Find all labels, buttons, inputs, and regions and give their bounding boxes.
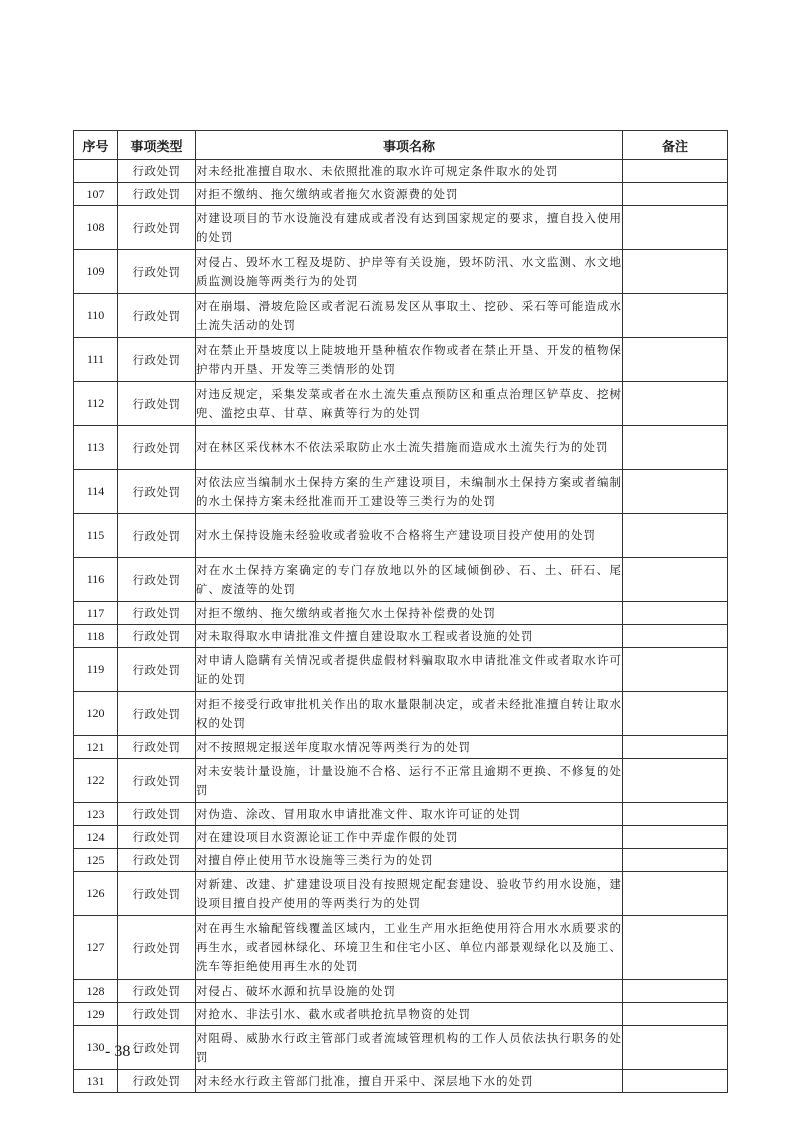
items-table: [73, 130, 728, 1093]
serial-number-cell: 125: [74, 849, 118, 872]
remarks-cell: [623, 1026, 728, 1070]
serial-number-cell: 111: [74, 338, 118, 382]
item-name-cell: 对伪造、涂改、冒用取水申请批准文件、取水许可证的处罚: [196, 803, 623, 826]
item-type-cell: 行政处罚: [118, 916, 196, 980]
item-name-cell: 对在水土保持方案确定的专门存放地以外的区域倾倒砂、石、土、矸石、尾矿、废渣等的处罚: [196, 558, 623, 602]
item-name-cell: 对在再生水输配管线覆盖区域内，工业生产用水拒绝使用符合用水水质要求的再生水，或者园林绿化、环境卫生和住宅小区、单位内部景观绿化以及施工、洗车等拒绝使用再生水的处罚: [196, 916, 623, 980]
remarks-cell: [623, 470, 728, 514]
item-name-cell: 对违反规定，采集发菜或者在水土流失重点预防区和重点治理区铲草皮、挖树兜、滥挖虫草、甘草、麻黄等行为的处罚: [196, 382, 623, 426]
item-name-cell: 对拒不接受行政审批机关作出的取水量限制决定，或者未经批准擅自转让取水权的处罚: [196, 692, 623, 736]
serial-number-cell: 119: [74, 648, 118, 692]
table-body: [74, 160, 728, 1093]
serial-number-cell: 124: [74, 826, 118, 849]
serial-number-cell: 123: [74, 803, 118, 826]
remarks-cell: [623, 625, 728, 648]
remarks-cell: [623, 558, 728, 602]
item-name-cell: 对在禁止开垦坡度以上陡坡地开垦种植农作物或者在禁止开垦、开发的植物保护带内开垦、开发等三类情形的处罚: [196, 338, 623, 382]
header-serial-number: 序号: [74, 131, 118, 160]
serial-number-cell: 122: [74, 759, 118, 803]
header-item-type: 事项类型: [118, 131, 196, 160]
item-name-cell: 对擅自停止使用节水设施等三类行为的处罚: [196, 849, 623, 872]
remarks-cell: [623, 916, 728, 980]
remarks-cell: [623, 602, 728, 625]
table-row: [74, 826, 728, 849]
serial-number-cell: 114: [74, 470, 118, 514]
item-name-cell: 对水土保持设施未经验收或者验收不合格将生产建设项目投产使用的处罚: [196, 514, 623, 558]
item-type-cell: 行政处罚: [118, 183, 196, 206]
table-row: [74, 1026, 728, 1070]
serial-number-cell: 131: [74, 1070, 118, 1093]
item-type-cell: 行政处罚: [118, 602, 196, 625]
serial-number-cell: 118: [74, 625, 118, 648]
table-header-row: [74, 131, 728, 160]
serial-number-cell: 115: [74, 514, 118, 558]
item-name-cell: 对侵占、破坏水源和抗旱设施的处罚: [196, 980, 623, 1003]
item-type-cell: 行政处罚: [118, 294, 196, 338]
remarks-cell: [623, 206, 728, 250]
item-type-cell: 行政处罚: [118, 1003, 196, 1026]
item-type-cell: 行政处罚: [118, 338, 196, 382]
item-name-cell: 对阻碍、威胁水行政主管部门或者流域管理机构的工作人员依法执行职务的处罚: [196, 1026, 623, 1070]
item-name-cell: 对新建、改建、扩建建设项目没有按照规定配套建设、验收节约用水设施，建设项目擅自投产使用的等两类行为的处罚: [196, 872, 623, 916]
item-type-cell: 行政处罚: [118, 558, 196, 602]
item-type-cell: 行政处罚: [118, 803, 196, 826]
table-row: [74, 1070, 728, 1093]
item-name-cell: 对未经水行政主管部门批准，擅自开采中、深层地下水的处罚: [196, 1070, 623, 1093]
item-name-cell: 对未经批准擅自取水、未依照批准的取水许可规定条件取水的处罚: [196, 160, 623, 183]
header-remarks: 备注: [623, 131, 728, 160]
table-row: [74, 382, 728, 426]
item-type-cell: 行政处罚: [118, 826, 196, 849]
item-name-cell: 对未取得取水申请批准文件擅自建设取水工程或者设施的处罚: [196, 625, 623, 648]
remarks-cell: [623, 872, 728, 916]
table-row: [74, 183, 728, 206]
table-row: [74, 160, 728, 183]
table-row: [74, 980, 728, 1003]
item-type-cell: 行政处罚: [118, 736, 196, 759]
remarks-cell: [623, 160, 728, 183]
serial-number-cell: 129: [74, 1003, 118, 1026]
item-type-cell: 行政处罚: [118, 692, 196, 736]
remarks-cell: [623, 849, 728, 872]
remarks-cell: [623, 980, 728, 1003]
item-type-cell: 行政处罚: [118, 426, 196, 470]
table-row: [74, 916, 728, 980]
item-name-cell: 对拒不缴纳、拖欠缴纳或者拖欠水土保持补偿费的处罚: [196, 602, 623, 625]
table-row: [74, 470, 728, 514]
serial-number-cell: 116: [74, 558, 118, 602]
item-type-cell: 行政处罚: [118, 872, 196, 916]
item-type-cell: 行政处罚: [118, 382, 196, 426]
table-row: [74, 338, 728, 382]
item-type-cell: 行政处罚: [118, 1070, 196, 1093]
table-row: [74, 558, 728, 602]
item-name-cell: 对抢水、非法引水、截水或者哄抢抗旱物资的处罚: [196, 1003, 623, 1026]
remarks-cell: [623, 514, 728, 558]
header-item-name: 事项名称: [196, 131, 623, 160]
item-name-cell: 对建设项目的节水设施没有建成或者没有达到国家规定的要求，擅自投入使用的处罚: [196, 206, 623, 250]
item-type-cell: 行政处罚: [118, 514, 196, 558]
remarks-cell: [623, 250, 728, 294]
remarks-cell: [623, 183, 728, 206]
item-name-cell: 对在建设项目水资源论证工作中弄虚作假的处罚: [196, 826, 623, 849]
remarks-cell: [623, 826, 728, 849]
table-row: [74, 872, 728, 916]
table-row: [74, 206, 728, 250]
remarks-cell: [623, 294, 728, 338]
serial-number-cell: 130: [74, 1026, 118, 1070]
serial-number-cell: 108: [74, 206, 118, 250]
serial-number-cell: 107: [74, 183, 118, 206]
serial-number-cell: 121: [74, 736, 118, 759]
remarks-cell: [623, 426, 728, 470]
table-row: [74, 849, 728, 872]
table-row: [74, 736, 728, 759]
serial-number-cell: 127: [74, 916, 118, 980]
item-type-cell: 行政处罚: [118, 160, 196, 183]
item-type-cell: 行政处罚: [118, 759, 196, 803]
item-type-cell: 行政处罚: [118, 250, 196, 294]
item-name-cell: 对未安装计量设施，计量设施不合格、运行不正常且逾期不更换、不修复的处罚: [196, 759, 623, 803]
item-type-cell: 行政处罚: [118, 980, 196, 1003]
serial-number-cell: 109: [74, 250, 118, 294]
table-row: [74, 803, 728, 826]
serial-number-cell: 117: [74, 602, 118, 625]
serial-number-cell: 113: [74, 426, 118, 470]
item-type-cell: 行政处罚: [118, 1026, 196, 1070]
table-row: [74, 692, 728, 736]
item-name-cell: 对在林区采伐林木不依法采取防止水土流失措施而造成水土流失行为的处罚: [196, 426, 623, 470]
remarks-cell: [623, 803, 728, 826]
remarks-cell: [623, 338, 728, 382]
item-name-cell: 对在崩塌、滑坡危险区或者泥石流易发区从事取土、挖砂、采石等可能造成水土流失活动的处罚: [196, 294, 623, 338]
table-row: [74, 1003, 728, 1026]
item-type-cell: 行政处罚: [118, 206, 196, 250]
table-row: [74, 648, 728, 692]
serial-number-cell: 110: [74, 294, 118, 338]
serial-number-cell: [74, 160, 118, 183]
serial-number-cell: 126: [74, 872, 118, 916]
item-type-cell: 行政处罚: [118, 625, 196, 648]
table-row: [74, 426, 728, 470]
remarks-cell: [623, 692, 728, 736]
item-name-cell: 对依法应当编制水土保持方案的生产建设项目，未编制水土保持方案或者编制的水土保持方案未经批准而开工建设等三类行为的处罚: [196, 470, 623, 514]
remarks-cell: [623, 1003, 728, 1026]
remarks-cell: [623, 736, 728, 759]
remarks-cell: [623, 1070, 728, 1093]
remarks-cell: [623, 759, 728, 803]
serial-number-cell: 120: [74, 692, 118, 736]
table-row: [74, 514, 728, 558]
table-row: [74, 294, 728, 338]
table-row: [74, 625, 728, 648]
item-name-cell: 对不按照规定报送年度取水情况等两类行为的处罚: [196, 736, 623, 759]
item-name-cell: 对申请人隐瞒有关情况或者提供虚假材料骗取取水申请批准文件或者取水许可证的处罚: [196, 648, 623, 692]
serial-number-cell: 128: [74, 980, 118, 1003]
item-type-cell: 行政处罚: [118, 648, 196, 692]
remarks-cell: [623, 648, 728, 692]
item-name-cell: 对侵占、毁坏水工程及堤防、护岸等有关设施，毁坏防汛、水文监测、水文地质监测设施等两类行为的处罚: [196, 250, 623, 294]
table-row: [74, 250, 728, 294]
item-type-cell: 行政处罚: [118, 470, 196, 514]
page-number: - 38 -: [105, 1043, 140, 1060]
table-row: [74, 602, 728, 625]
remarks-cell: [623, 382, 728, 426]
serial-number-cell: 112: [74, 382, 118, 426]
item-type-cell: 行政处罚: [118, 849, 196, 872]
table-row: [74, 759, 728, 803]
item-name-cell: 对拒不缴纳、拖欠缴纳或者拖欠水资源费的处罚: [196, 183, 623, 206]
